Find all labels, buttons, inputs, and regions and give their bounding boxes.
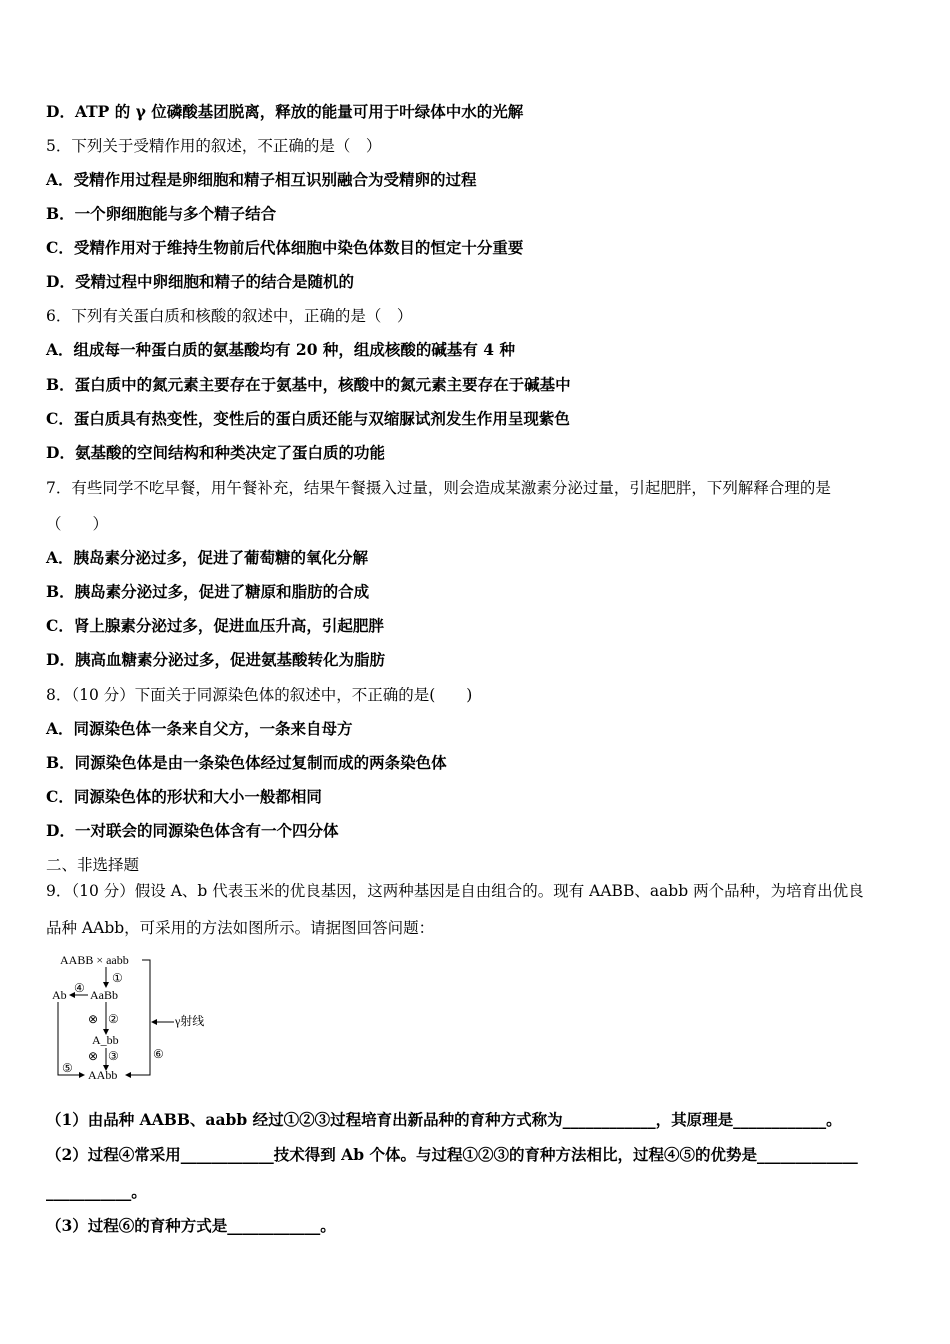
- diagram-target: AAbb: [88, 1068, 118, 1082]
- q8-option-d: D．一对联会的同源染色体含有一个四分体: [46, 821, 339, 840]
- q8-stem: 8．（10 分）下面关于同源染色体的叙述中，不正确的是( ): [46, 686, 473, 704]
- q5-option-c: C．受精作用对于维持生物前后代体细胞中染色体数目的恒定十分重要: [46, 238, 524, 257]
- step3-label: ③: [108, 1049, 119, 1063]
- section-title: 二、非选择题: [46, 856, 140, 874]
- q5-option-d: D．受精过程中卵细胞和精子的结合是随机的: [46, 272, 354, 291]
- q5-option-b: B．一个卵细胞能与多个精子结合: [46, 204, 277, 223]
- diagram-f1: AaBb: [90, 988, 118, 1002]
- step5-label: ⑤: [62, 1061, 73, 1075]
- q6-option-c: C．蛋白质具有热变性，变性后的蛋白质还能与双缩脲试剂发生作用呈现紫色: [46, 409, 570, 428]
- q7-option-b: B．胰岛素分泌过多，促进了糖原和脂肪的合成: [46, 582, 370, 601]
- step4-label: ④: [74, 981, 85, 995]
- diagram-haploid: Ab: [52, 988, 67, 1002]
- q9-sub2-line2: ___________。: [46, 1182, 147, 1201]
- diagram-intermediate: A_bb: [92, 1033, 119, 1047]
- q6-option-a: A．组成每一种蛋白质的氨基酸均有 20 种，组成核酸的碱基有 4 种: [46, 340, 515, 359]
- breeding-diagram-svg: [48, 952, 218, 1084]
- q5-stem: 5．下列关于受精作用的叙述，不正确的是（ ）: [46, 137, 382, 155]
- q8-option-b: B．同源染色体是由一条染色体经过复制而成的两条染色体: [46, 753, 447, 772]
- q7-option-d: D．胰高血糖素分泌过多，促进氨基酸转化为脂肪: [46, 650, 385, 669]
- q9-sub1: （1）由品种 AABB、aabb 经过①②③过程培育出新品种的育种方式称为____________，其原理是____________。: [46, 1110, 842, 1129]
- arrow-step6: [126, 960, 150, 1075]
- q6-option-b: B．蛋白质中的氮元素主要存在于氨基中，核酸中的氮元素主要存在于碱基中: [46, 375, 571, 394]
- q9-sub2-line1: （2）过程④常采用____________技术得到 Ab 个体。与过程①②③的育种方法相比，过程④⑤的优势是_____________: [46, 1145, 858, 1164]
- diagram-cross: AABB × aabb: [60, 953, 129, 967]
- q4-option-d: D．ATP 的 γ 位磷酸基团脱离，释放的能量可用于叶绿体中水的光解: [46, 102, 524, 121]
- q8-option-a: A．同源染色体一条来自父方，一条来自母方: [46, 719, 353, 738]
- q9-stem-line2: 品种 AAbb，可采用的方法如图所示。请据图回答问题：: [46, 919, 435, 937]
- step6-label: ⑥: [153, 1047, 164, 1061]
- step1-label: ①: [112, 971, 123, 985]
- q6-option-d: D．氨基酸的空间结构和种类决定了蛋白质的功能: [46, 443, 385, 462]
- selfing-symbol-1: ⊗: [88, 1012, 99, 1026]
- q9-stem-line1: 9．（10 分）假设 A、b 代表玉米的优良基因，这两种基因是自由组合的。现有 AABB、aabb 两个品种，为培育出优良: [46, 882, 864, 900]
- q7-option-a: A．胰岛素分泌过多，促进了葡萄糖的氧化分解: [46, 548, 369, 567]
- q7-stem-line2: （ ）: [46, 515, 109, 533]
- q6-stem: 6．下列有关蛋白质和核酸的叙述中，正确的是（ ）: [46, 307, 413, 325]
- q9-sub3: （3）过程⑥的育种方式是____________。: [46, 1216, 336, 1235]
- q8-option-c: C．同源染色体的形状和大小一般都相同: [46, 787, 322, 806]
- q7-option-c: C．肾上腺素分泌过多，促进血压升高，引起肥胖: [46, 616, 384, 635]
- q5-option-a: A．受精作用过程是卵细胞和精子相互识别融合为受精卵的过程: [46, 170, 477, 189]
- breeding-diagram: [48, 952, 218, 1084]
- q7-stem-line1: 7．有些同学不吃早餐，用午餐补充，结果午餐摄入过量，则会造成某激素分泌过量，引起肥胖，下列解释合理的是: [46, 479, 831, 497]
- radiation-label: γ射线: [175, 1014, 205, 1028]
- selfing-symbol-2: ⊗: [88, 1049, 99, 1063]
- step2-label: ②: [108, 1012, 119, 1026]
